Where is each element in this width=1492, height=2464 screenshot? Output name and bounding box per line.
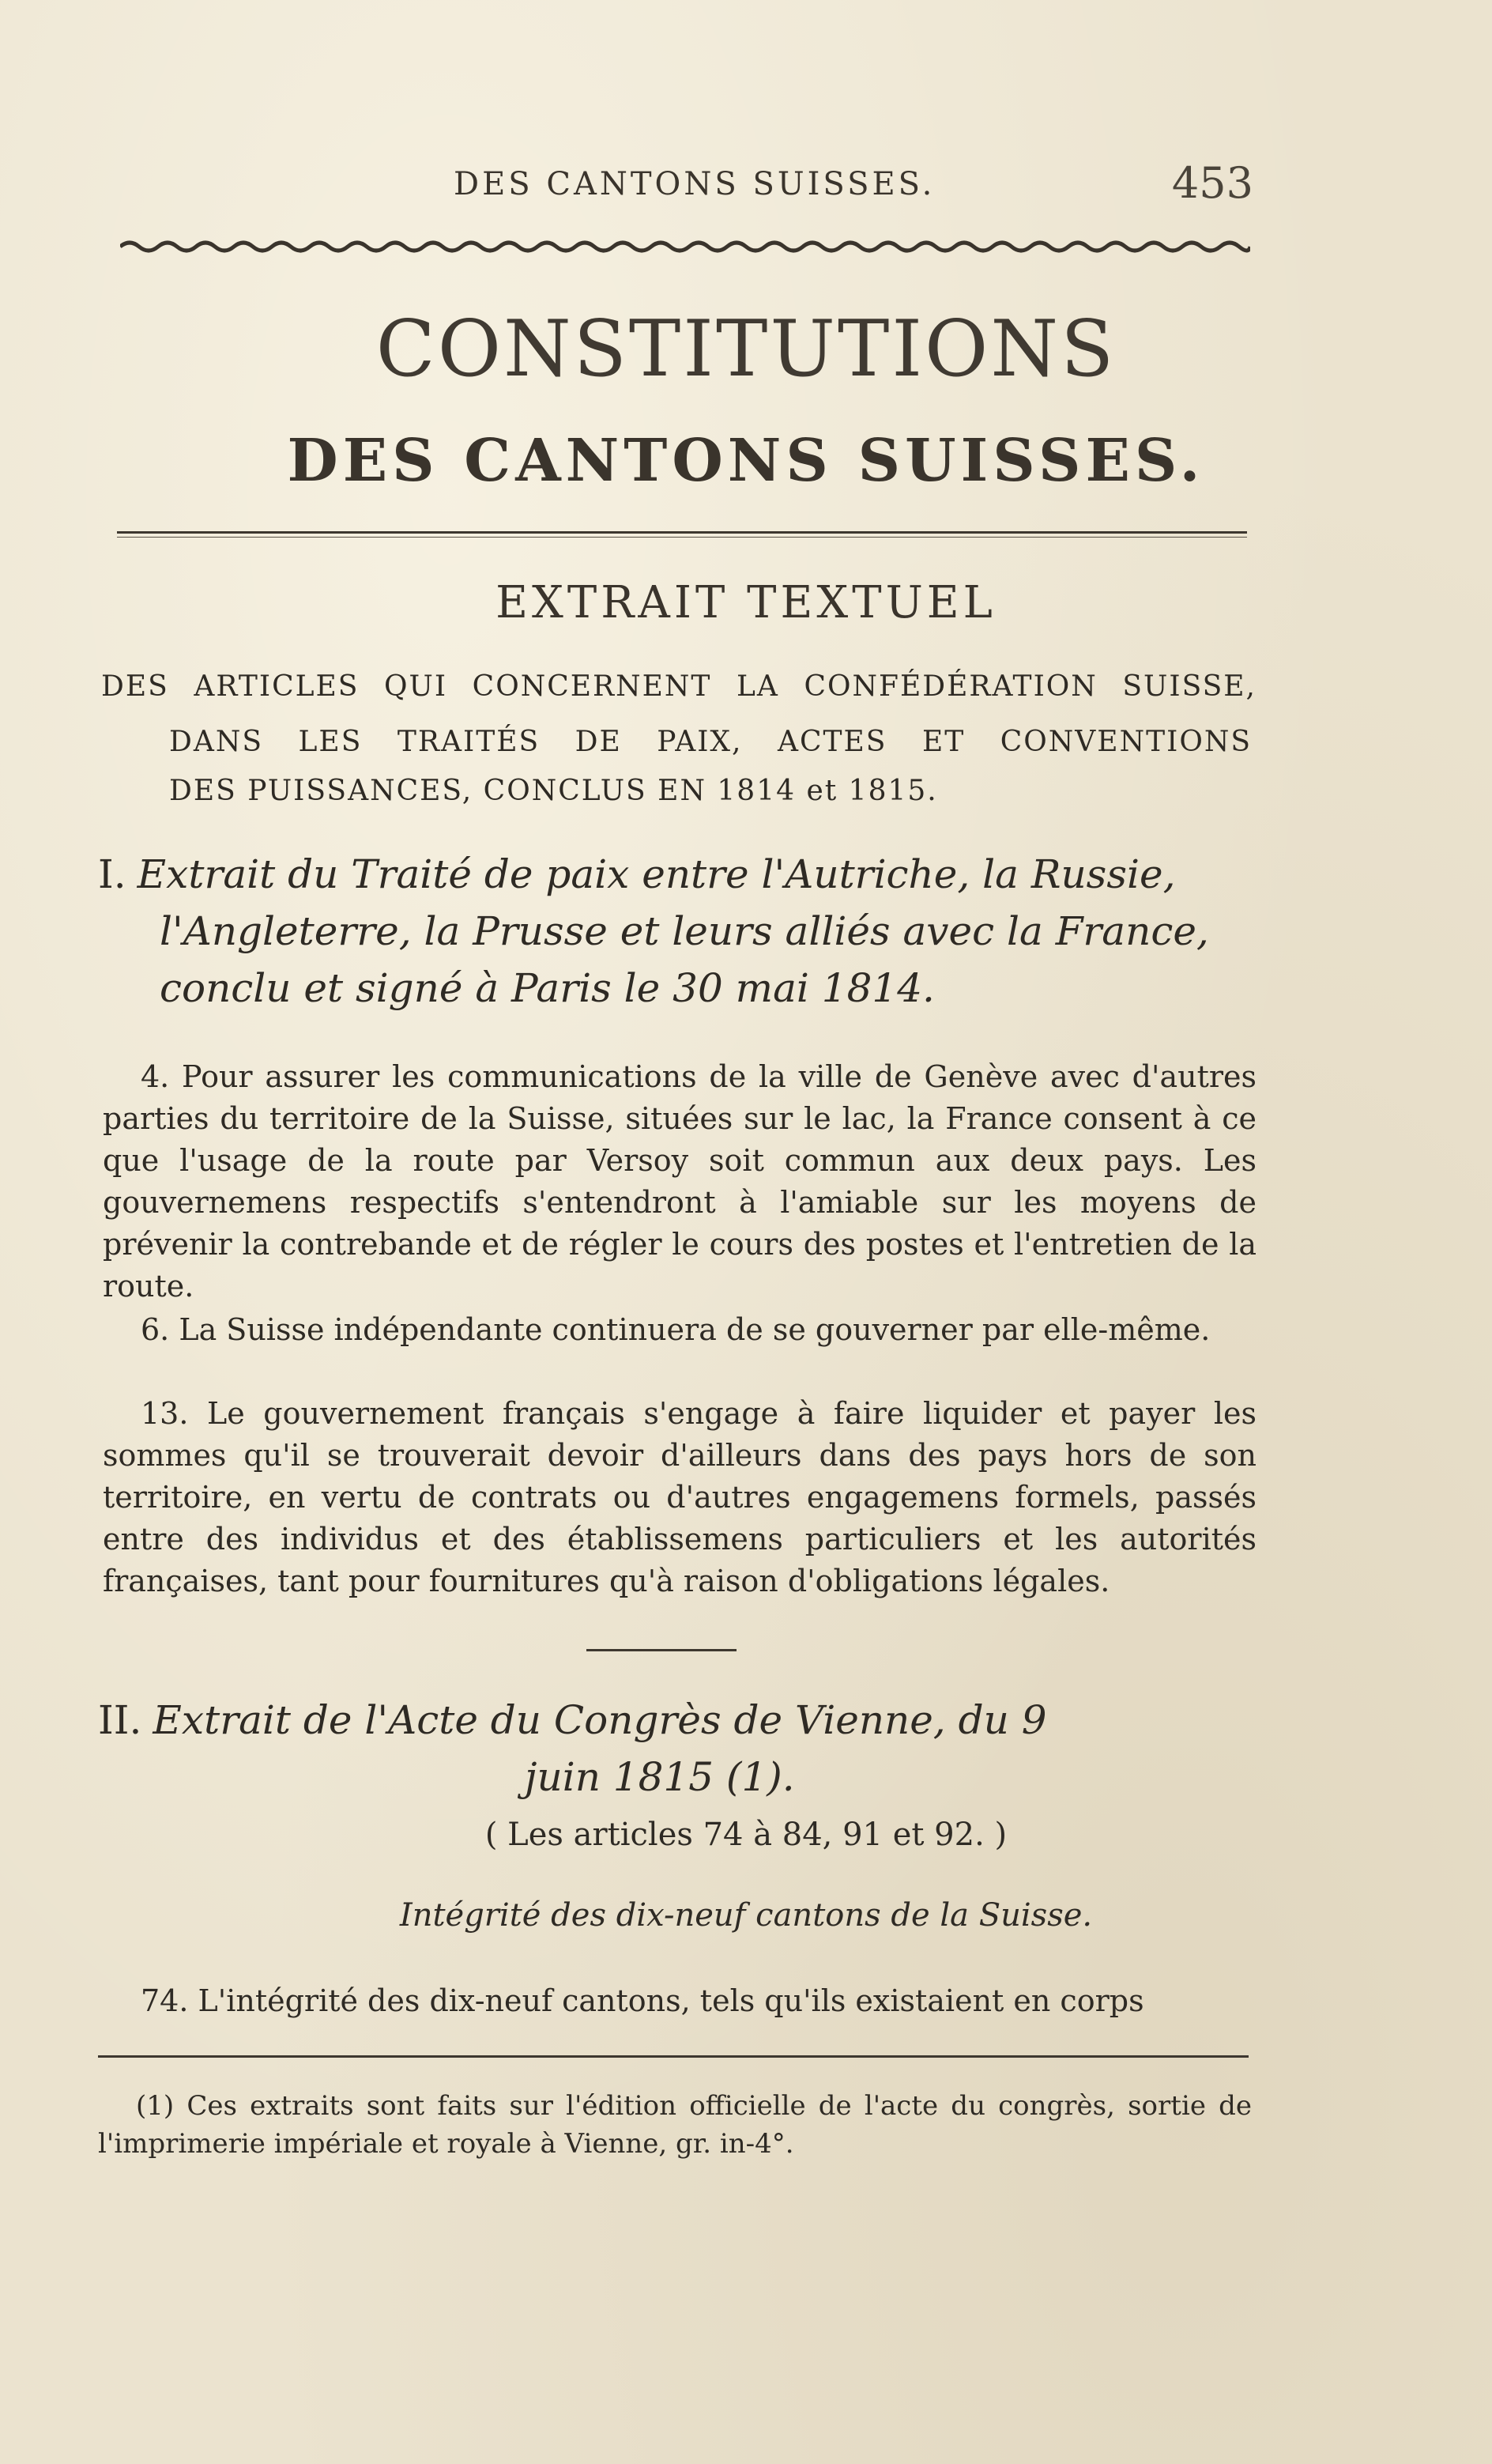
footnote [98, 2087, 1252, 2163]
article-4 [103, 1056, 1257, 1307]
section-1-title [98, 846, 1260, 1017]
articles-heading-line-2: DANS LES TRAITÉS DE PAIX, ACTES ET CONVENTIONS [169, 726, 1252, 758]
extrait-heading: EXTRAIT TEXTUEL [495, 577, 997, 628]
section-1-line-1: Extrait du Traité de paix entre l'Autriche, la Russie, [137, 851, 1176, 897]
articles-heading-line-1: DES ARTICLES QUI CONCERNENT LA CONFÉDÉRATION SUISSE, [101, 670, 1257, 703]
integrity-heading: Intégrité des dix-neuf cantons de la Suisse. [399, 1897, 1093, 1934]
sub-title: DES CANTONS SUISSES. [287, 427, 1205, 495]
article-6-text: 6. La Suisse indépendante continuera de se gouverner par elle-même. [141, 1312, 1211, 1347]
article-13-text: 13. Le gouvernement français s'engage à faire liquider et payer les sommes qu'il se trouverait devoir d'ailleurs dans des pays hors de son territoire, en vertu de contrats ou d'autres engagemens formels, passés entre des individus et des établissemens particuliers et les autorités françaises, tant pour fournitures qu'à raison d'obligations légales. [103, 1396, 1257, 1598]
section-2-title [98, 1692, 1260, 1806]
article-6 [103, 1309, 1257, 1351]
article-74-text: 74. L'intégrité des dix-neuf cantons, tels qu'ils existaient en corps [141, 1983, 1144, 2018]
page-number: 453 [1171, 158, 1253, 208]
footnote-rule [98, 2055, 1249, 2058]
section-divider [586, 1649, 737, 1651]
double-rule [117, 531, 1247, 541]
article-74 [103, 1980, 1257, 2022]
main-title: CONSTITUTIONS [375, 304, 1117, 394]
footnote-text: (1) Ces extraits sont faits sur l'édition officielle de l'acte du congrès, sortie de l'imprimerie impériale et royale à Vienne, gr. in-4°. [98, 2090, 1252, 2160]
article-13 [103, 1393, 1257, 1602]
section-1-line-2: l'Angleterre, la Prusse et leurs alliés avec la France, [160, 908, 1209, 954]
section-2-number: II. [98, 1697, 142, 1743]
running-head [98, 158, 1253, 206]
section-1-line-3: conclu et signé à Paris le 30 mai 1814. [160, 965, 935, 1011]
articles-heading-line-3: DES PUISSANCES, CONCLUS EN 1814 et 1815. [169, 775, 938, 807]
articles-note: ( Les articles 74 à 84, 91 et 92. ) [484, 1817, 1008, 1853]
running-title: DES CANTONS SUISSES. [454, 166, 936, 202]
ornamental-wavy-rule [120, 237, 1250, 256]
article-4-text: 4. Pour assurer les communications de la ville de Genève avec d'autres parties du territoire de la Suisse, situées sur le lac, la France consent à ce que l'usage de la route par Versoy soit commun aux deux pays. Les gouvernemens respectifs s'entendront à l'amiable sur les moyens de prévenir la contrebande et de régler le cours des postes et l'entretien de la route. [103, 1059, 1257, 1304]
section-1-number: I. [98, 851, 126, 897]
section-2-line-1: Extrait de l'Acte du Congrès de Vienne, du 9 [153, 1697, 1047, 1743]
section-2-line-2: juin 1815 (1). [525, 1754, 795, 1800]
